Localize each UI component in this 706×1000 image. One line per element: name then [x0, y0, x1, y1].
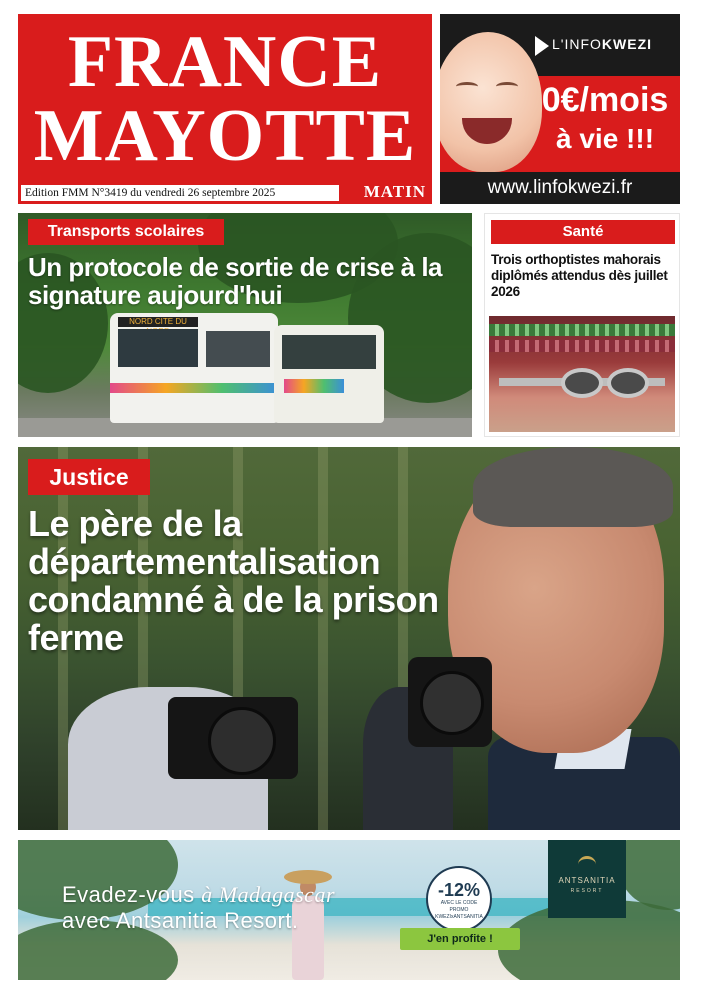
bus-photo: [274, 325, 384, 423]
section-tag-sante: Santé: [491, 220, 675, 244]
brand-sub: RESORT: [570, 888, 604, 894]
brand-name: ANTSANITIA: [558, 876, 616, 885]
article-justice[interactable]: [18, 447, 680, 830]
edition-info: Edition FMM N°3419 du vendredi 26 septembre 2025: [21, 185, 339, 201]
camera-lens: [420, 671, 484, 735]
antsanitia-logo: [548, 840, 626, 918]
ad-slogan-part2: à Madagascar: [201, 882, 336, 907]
discount-percent: -12%: [437, 880, 481, 900]
baby-mouth: [462, 118, 512, 144]
ad-url-link[interactable]: www.linfokwezi.fr: [487, 177, 633, 198]
discount-badge: [426, 866, 492, 932]
ad-logo-prefix: L'INFO: [552, 36, 602, 52]
headline-sante[interactable]: Trois orthoptistes mahorais diplômés attendus dès juillet 2026: [491, 252, 668, 299]
ad-slogan-part3: avec Antsanitia Resort.: [62, 908, 299, 933]
jen-profite-button[interactable]: J'en profite !: [400, 928, 520, 950]
man-hair: [473, 447, 673, 527]
photo-camera-icon: [408, 657, 492, 747]
promo-code-text: AVEC LE CODE PROMO KWEZIxANTSANITIA: [435, 900, 483, 920]
section-tag-justice: Justice: [28, 459, 150, 495]
masthead: [18, 14, 432, 204]
video-camera-icon: [168, 697, 298, 779]
ad-logo-suffix: KWEZI: [601, 36, 653, 52]
headline-transports[interactable]: Un protocole de sortie de crise à la signature aujourd'hui: [28, 252, 443, 310]
ad-slogan: [62, 882, 402, 934]
ad-life: à vie !!!: [555, 123, 655, 154]
baby-eye: [456, 82, 478, 91]
article-transports[interactable]: [18, 213, 472, 437]
ad-antsanitia[interactable]: [18, 840, 680, 980]
play-arrow-icon: [535, 36, 549, 56]
trial-lens: [561, 368, 603, 398]
palm-foliage: [618, 840, 680, 910]
bus-window: [206, 331, 270, 367]
bus-windshield: [282, 335, 376, 369]
ad-linfokwezi[interactable]: [440, 14, 680, 204]
bus-destination-sign: NORD CITE DU: [118, 317, 198, 327]
bus-livery-stripe: [284, 379, 344, 393]
masthead-matin: MATIN: [363, 182, 426, 201]
masthead-title-line1: FRANCE: [67, 21, 383, 103]
bus-windshield: [118, 329, 198, 367]
baby-photo: [440, 32, 542, 172]
trial-lens: [607, 368, 649, 398]
camera-lens: [208, 707, 276, 775]
orthoptic-equipment-photo: [489, 316, 675, 432]
ad-slogan-part1: Evadez-vous: [62, 882, 202, 907]
ad-logo: [552, 36, 652, 52]
bus-photo: [110, 313, 278, 423]
masthead-title-line2: MAYOTTE: [33, 95, 417, 177]
baby-eye: [496, 82, 518, 91]
equipment-row: [489, 324, 675, 336]
article-sante[interactable]: [484, 213, 680, 437]
equipment-row: [489, 340, 675, 352]
headline-justice[interactable]: Le père de la départementalisation condamné à de la prison ferme: [28, 503, 439, 658]
bus-livery-stripe: [110, 383, 278, 393]
palm-icon: [578, 856, 596, 873]
ad-price: 0€/mois: [541, 81, 669, 119]
section-tag-transports: Transports scolaires: [28, 219, 224, 245]
